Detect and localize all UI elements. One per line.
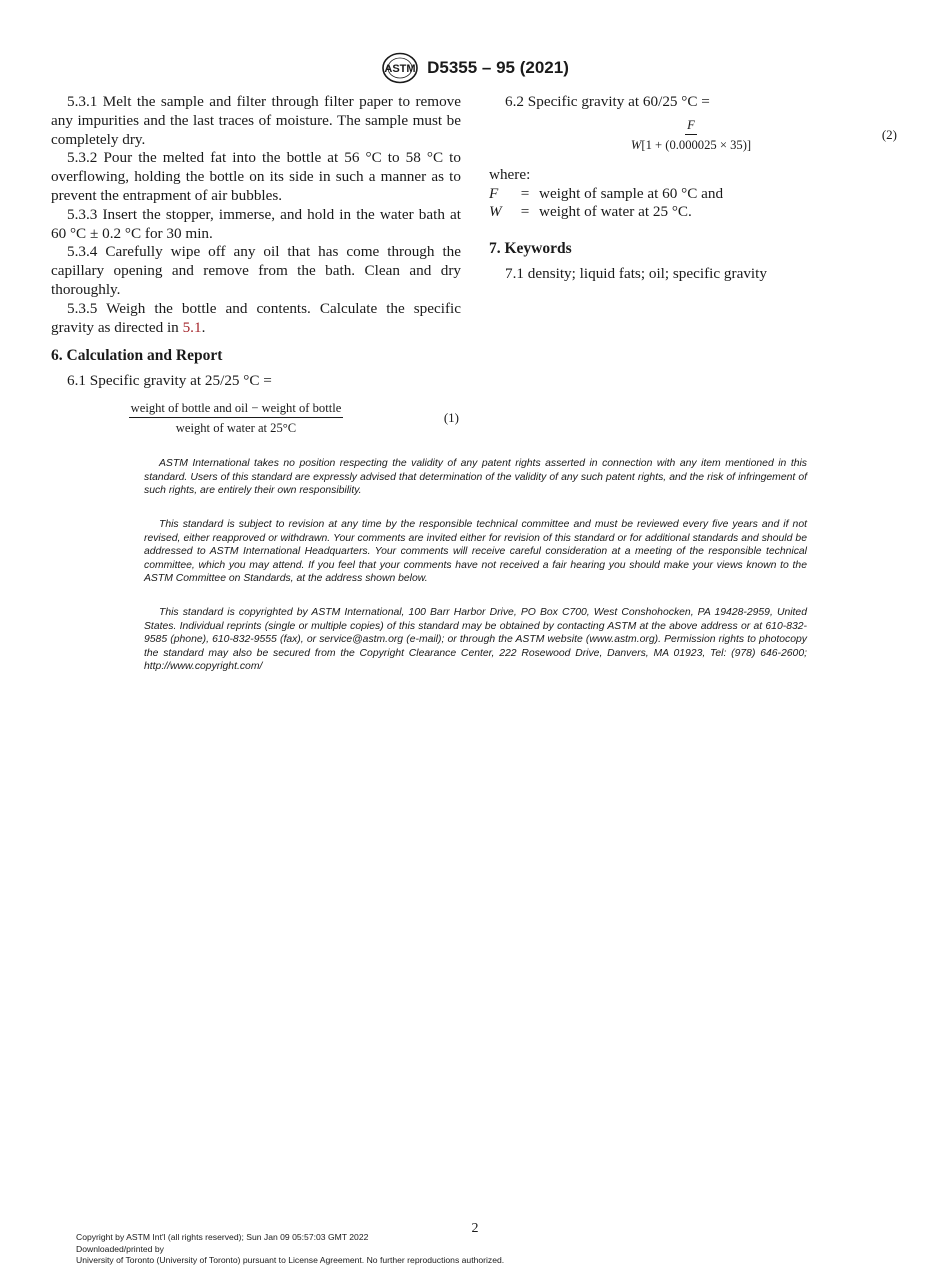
where-label: where:: [489, 165, 531, 183]
download-footer: [76, 1232, 504, 1267]
section-7-heading: 7. Keywords: [489, 240, 572, 258]
footer-copyright-line: Copyright by ASTM Int'l (all rights reserved); Sun Jan 09 05:57:03 GMT 2022: [76, 1232, 369, 1242]
equation-2-number: (2): [881, 126, 897, 142]
equation-2: [489, 116, 899, 154]
paragraph-5-3-2: 5.3.2 Pour the melted fat into the bottle at 56 °C to 58 °C to overflowing, holding the bottle on its side in such a manner as to prevent the entrapment of air bubbles.: [51, 149, 461, 204]
equation-2-denominator: [629, 135, 753, 153]
paragraph-5-3-4: 5.3.4 Carefully wipe off any oil that has come through the capillary opening and remove from the bath. Clean and dry thoroughly.: [51, 243, 461, 298]
where-var: W: [489, 203, 502, 221]
equation-2-den-rest: [1 + (0.000025 × 35)]: [641, 137, 752, 152]
equation-1-number: (1): [443, 409, 459, 425]
where-row-f: [489, 185, 899, 204]
right-column: [489, 93, 899, 284]
astm-logo-icon: [381, 52, 419, 84]
logo-text: ASTM: [384, 63, 416, 75]
where-equals: =: [520, 203, 530, 221]
footer-downloaded-line: Downloaded/printed by: [76, 1243, 164, 1254]
document-designation: D5355 – 95 (2021): [427, 58, 569, 77]
section-6-heading: 6. Calculation and Report: [51, 347, 223, 365]
equation-2-numerator: F: [685, 117, 697, 135]
left-column: [51, 93, 461, 441]
footer-license-line: University of Toronto (University of Toronto) pursuant to License Agreement. No further reproductions authorized.: [76, 1255, 505, 1266]
equation-2-fraction: [629, 117, 753, 153]
equation-1-numerator: weight of bottle and oil − weight of bottle: [129, 400, 344, 418]
where-description: weight of water at 25 °C.: [539, 203, 692, 221]
where-var: F: [489, 184, 499, 202]
revision-notice: This standard is subject to revision at any time by the responsible technical committee and must be reviewed every five years and if not revised, either reapproved or withdrawn. Your comments are invited either for revision of this standard or for additional standards and should be addressed to ASTM International Headquarters. Your comments will receive careful consideration at a meeting of the responsible technical committee, which you may attend. If you feel that your comments have not received a fair hearing you should make your views known to the ASTM Committee on Standards, at the address shown below.: [144, 519, 807, 585]
where-equals: =: [520, 184, 530, 202]
where-description: weight of sample at 60 °C and: [539, 184, 724, 202]
copyright-notice: This standard is copyrighted by ASTM International, 100 Barr Harbor Drive, PO Box C700, West Conshohocken, PA 19428-2959, United States. Individual reprints (single or multiple copies) of this standard may be obtained by contacting ASTM at the above address or at 610-832-9585 (phone), 610-832-9555 (fax), or service@astm.org (e-mail); or through the ASTM website (www.astm.org). Permission rights to photocopy the standard may also be secured from the Copyright Clearance Center, 222 Rosewood Drive, Danvers, MA 01923, Tel: (978) 646-2600; http://www.copyright.com/: [144, 607, 807, 673]
section-5-1-link[interactable]: 5.1: [182, 318, 202, 336]
patent-notice: ASTM International takes no position respecting the validity of any patent rights asserted in connection with any item mentioned in this standard. Users of this standard are expressly advised that determination of the validity of any such patent rights, and the risk of infringement of such rights, are entirely their own responsibility.: [144, 458, 807, 497]
equation-1: [51, 399, 461, 437]
page-header: [0, 52, 950, 84]
equation-1-fraction: [129, 400, 344, 436]
paragraph-6-2: 6.2 Specific gravity at 60/25 °C =: [505, 93, 710, 110]
page-number: 2: [471, 1221, 479, 1236]
paragraph-7-1: 7.1 density; liquid fats; oil; specific gravity: [505, 264, 767, 282]
paragraph-5-3-1: 5.3.1 Melt the sample and filter through filter paper to remove any impurities and the last traces of moisture. The sample must be completely dry.: [51, 93, 461, 148]
paragraph-6-1: 6.1 Specific gravity at 25/25 °C =: [67, 372, 272, 390]
where-row-w: [489, 203, 899, 222]
paragraph-5-3-5-end: .: [201, 318, 206, 336]
paragraph-5-3-5: [51, 300, 461, 338]
paragraph-5-3-5-text: 5.3.5 Weigh the bottle and contents. Calculate the specific gravity as directed in: [51, 299, 461, 336]
equation-1-denominator: weight of water at 25°C: [175, 420, 297, 435]
paragraph-5-3-3: 5.3.3 Insert the stopper, immerse, and hold in the water bath at 60 °C ± 0.2 °C for 30 min.: [51, 205, 461, 242]
equation-2-den-var: W: [630, 137, 642, 152]
